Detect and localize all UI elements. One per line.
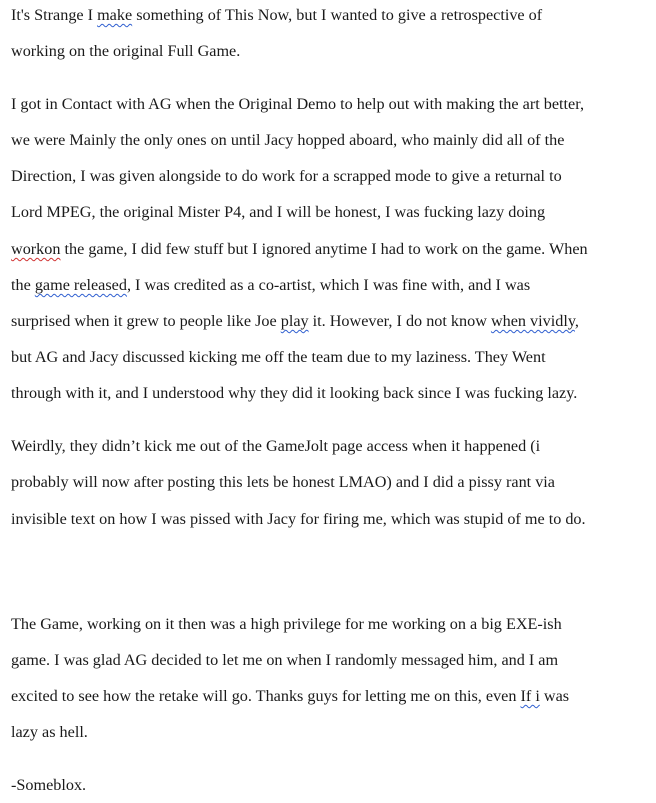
text-run: the game, I did few stuff but I ignored anytime I had to work on the game. When xyxy=(60,240,588,258)
paragraph-2-line-6 xyxy=(11,275,530,295)
text-run: was xyxy=(539,687,570,705)
paragraph-4-line-4: lazy as hell. xyxy=(11,723,88,741)
grammar-flag-text: make xyxy=(97,6,133,24)
paragraph-2-line-9: through with it, and I understood why they did it looking back since I was fucking lazy. xyxy=(11,384,578,402)
paragraph-3-line-1: Weirdly, they didn’t kick me out of the GameJolt page access when it happened (i xyxy=(11,437,541,455)
paragraph-2-line-8: but AG and Jacy discussed kicking me off the team due to my laziness. They Went xyxy=(11,348,546,366)
paragraph-2-line-2: we were Mainly the only ones on until Jacy hopped aboard, who mainly did all of the xyxy=(11,131,565,149)
spelling-flag-text: workon xyxy=(11,240,61,258)
text-run: surprised when it grew to people like Joe xyxy=(11,312,281,330)
text-run: something of This Now, but I wanted to give a retrospective of xyxy=(132,6,543,24)
text-run: excited to see how the retake will go. Thanks guys for letting me on this, even xyxy=(11,687,521,705)
paragraph-4-line-3 xyxy=(11,686,569,706)
grammar-flag-text: play xyxy=(280,312,309,330)
paragraph-1-line-1 xyxy=(11,5,542,25)
paragraph-2-line-5 xyxy=(11,239,588,259)
text-run: , xyxy=(574,312,579,330)
paragraph-1-line-2: working on the original Full Game. xyxy=(11,42,241,60)
paragraph-2-line-4: Lord MPEG, the original Mister P4, and I will be honest, I was fucking lazy doing xyxy=(11,203,546,221)
paragraph-4-line-1: The Game, working on it then was a high privilege for me working on a big EXE-ish xyxy=(11,615,562,633)
grammar-flag-text: game released xyxy=(34,276,127,294)
paragraph-2-line-1: I got in Contact with AG when the Original Demo to help out with making the art better, xyxy=(11,95,584,113)
text-run: It's Strange I xyxy=(11,6,98,24)
text-run: , I was credited as a co-artist, which I was fine with, and I was xyxy=(126,276,531,294)
signature: -Someblox. xyxy=(11,776,87,794)
text-run: the xyxy=(11,276,35,294)
grammar-flag-text: If i xyxy=(520,687,540,705)
paragraph-2-line-3: Direction, I was given alongside to do work for a scrapped mode to give a returnal to xyxy=(11,167,562,185)
paragraph-3-line-2: probably will now after posting this lets be honest LMAO) and I did a pissy rant via xyxy=(11,473,555,491)
paragraph-2-line-7 xyxy=(11,311,579,331)
paragraph-3-line-3: invisible text on how I was pissed with Jacy for firing me, which was stupid of me to do. xyxy=(11,510,586,528)
grammar-flag-text: when vividly xyxy=(490,312,575,330)
paragraph-4-line-2: game. I was glad AG decided to let me on when I randomly messaged him, and I am xyxy=(11,651,559,669)
text-run: it. However, I do not know xyxy=(308,312,491,330)
